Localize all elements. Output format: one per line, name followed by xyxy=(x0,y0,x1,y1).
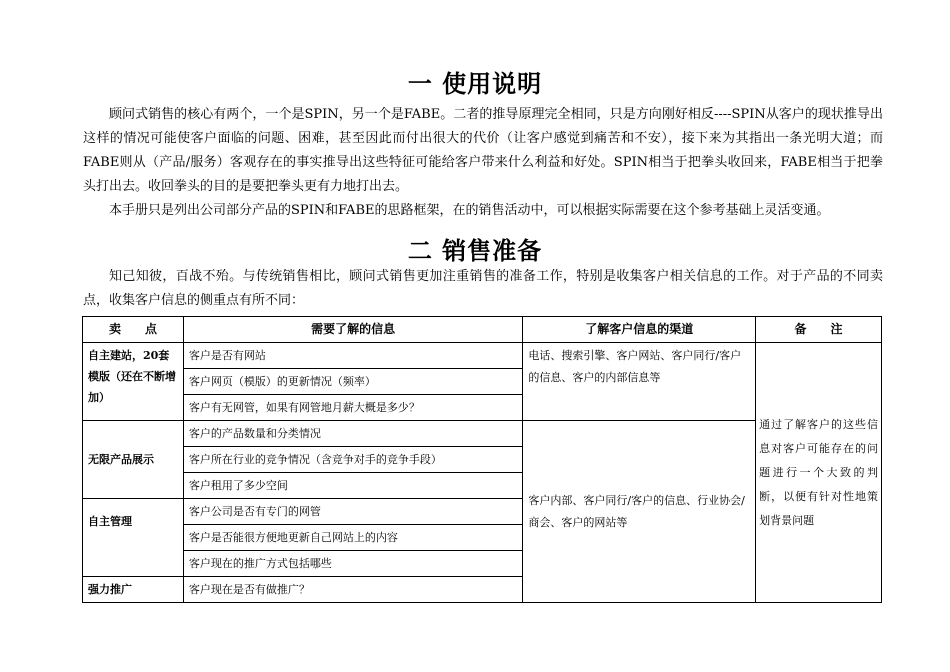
table-header-row xyxy=(83,317,882,343)
header-info-needed: 需要了解的信息 xyxy=(183,317,523,343)
usage-paragraph-1: 顾问式销售的核心有两个，一个是SPIN，另一个是FABE。二者的推导原理完全相同，只是方向刚好相反----SPIN从客户的现状推导出这样的情况可能使客户面临的问题、困难，甚至因此而付出很大的代价（让客户感觉到痛苦和不安），接下来为其指出一条光明大道；而FABE则从（产品/服务）客观存在的事实推导出这些特征可能给客户带来什么利益和好处。SPIN相当于把拳头收回来，FABE相当于把拳头打出去。收回拳头的目的是要把拳头更有力地打出去。 xyxy=(83,107,883,194)
remarks-cell: 通过了解客户的这些信息对客户可能存在的问题进行一个大致的判断，以便有针对性地策划背景问题 xyxy=(756,343,882,603)
header-selling-point: 卖 点 xyxy=(83,317,184,343)
info-needed-cell: 客户是否能很方便地更新自己网站上的内容 xyxy=(183,525,523,551)
preparation-paragraph-1: 知己知彼，百战不殆。与传统销售相比，顾问式销售更加注重销售的准备工作，特别是收集客户相关信息的工作。对于产品的不同卖点，收集客户信息的侧重点有所不同： xyxy=(83,269,883,308)
sales-info-table xyxy=(82,316,882,603)
info-needed-cell: 客户所在行业的竞争情况（含竞争对手的竞争手段） xyxy=(183,447,523,473)
usage-paragraphs xyxy=(83,103,883,223)
info-channel-cell: 客户内部、客户同行/客户的信息、行业协会/商会、客户的网站等 xyxy=(523,421,756,603)
table-row xyxy=(83,343,882,369)
info-needed-cell: 客户公司是否有专门的网管 xyxy=(183,499,523,525)
selling-point-cell: 无限产品展示 xyxy=(83,421,184,499)
info-needed-cell: 客户现在是否有做推广？ xyxy=(183,577,523,603)
info-needed-cell: 客户的产品数量和分类情况 xyxy=(183,421,523,447)
section-title-preparation: 二 销售准备 xyxy=(407,237,543,265)
info-needed-cell: 客户现在的推广方式包括哪些 xyxy=(183,551,523,577)
selling-point-cell: 强力推广 xyxy=(83,577,184,603)
header-info-channel: 了解客户信息的渠道 xyxy=(523,317,756,343)
info-needed-cell: 客户有无网管，如果有网管地月薪大概是多少？ xyxy=(183,395,523,421)
header-remarks: 备 注 xyxy=(756,317,882,343)
info-channel-cell: 电话、搜索引擎、客户网站、客户同行/客户的信息、客户的内部信息等 xyxy=(523,343,756,421)
selling-point-cell: 自主管理 xyxy=(83,499,184,577)
info-needed-cell: 客户租用了多少空间 xyxy=(183,473,523,499)
section-title-usage: 一 使用说明 xyxy=(407,70,543,98)
selling-point-cell: 自主建站，20套模版（还在不断增加） xyxy=(83,343,184,421)
info-needed-cell: 客户网页（模版）的更新情况（频率） xyxy=(183,369,523,395)
info-needed-cell: 客户是否有网站 xyxy=(183,343,523,369)
preparation-paragraphs xyxy=(83,265,883,313)
usage-paragraph-2: 本手册只是列出公司部分产品的SPIN和FABE的思路框架，在的销售活动中，可以根据实际需要在这个参考基础上灵活变通。 xyxy=(109,203,830,218)
